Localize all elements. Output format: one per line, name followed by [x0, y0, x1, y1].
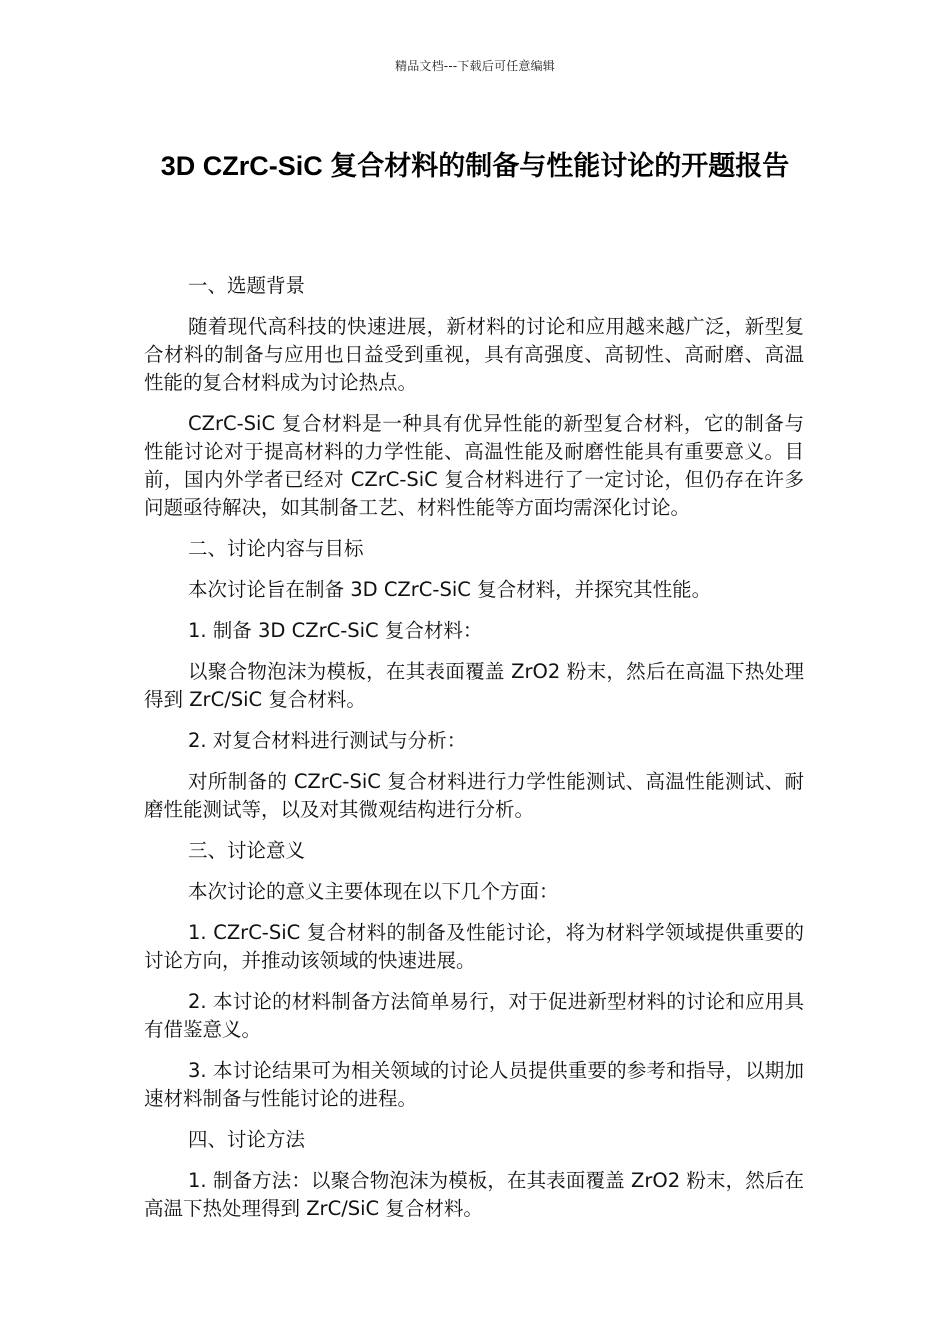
- list-item: 2. 本讨论的材料制备方法简单易行，对于促进新型材料的讨论和应用具有借鉴意义。: [144, 990, 804, 1041]
- list-item: 3. 本讨论结果可为相关领域的讨论人员提供重要的参考和指导，以期加速材料制备与性能讨论的进程。: [144, 1059, 804, 1110]
- header-note: 精品文档---下载后可任意编辑: [395, 59, 555, 73]
- paragraph: 本次讨论的意义主要体现在以下几个方面：: [188, 880, 559, 903]
- list-item: 1. 制备方法：以聚合物泡沫为模板，在其表面覆盖 ZrO2 粉末，然后在高温下热处理得到 ZrC/SiC 复合材料。: [144, 1169, 804, 1220]
- paragraph: 以聚合物泡沫为模板，在其表面覆盖 ZrO2 粉末，然后在高温下热处理得到 ZrC/SiC 复合材料。: [144, 660, 804, 711]
- list-item: 1. CZrC-SiC 复合材料的制备及性能讨论，将为材料学领域提供重要的讨论方向，并推动该领域的快速进展。: [144, 921, 804, 972]
- list-item: 2. 对复合材料进行测试与分析：: [188, 729, 467, 752]
- section-heading: 二、讨论内容与目标: [188, 537, 364, 560]
- section-heading: 三、讨论意义: [188, 839, 306, 862]
- document-title: 3D CZrC-SiC 复合材料的制备与性能讨论的开题报告: [160, 151, 790, 181]
- paragraph: 本次讨论旨在制备 3D CZrC-SiC 复合材料，并探究其性能。: [188, 578, 712, 601]
- list-item: 1. 制备 3D CZrC-SiC 复合材料：: [188, 619, 483, 642]
- section-heading: 一、选题背景: [188, 274, 306, 297]
- paragraph: CZrC-SiC 复合材料是一种具有优异性能的新型复合材料，它的制备与性能讨论对于提高材料的力学性能、高温性能及耐磨性能具有重要意义。目前，国内外学者已经对 CZrC-SiC 复合材料进行了一定讨论，但仍存在许多问题亟待解决，如其制备工艺、材料性能等方面均需深化讨论。: [144, 412, 804, 519]
- section-heading: 四、讨论方法: [188, 1128, 306, 1151]
- document-body: [144, 272, 804, 1236]
- paragraph: 随着现代高科技的快速进展，新材料的讨论和应用越来越广泛，新型复合材料的制备与应用也日益受到重视，具有高强度、高韧性、高耐磨、高温性能的复合材料成为讨论热点。: [144, 315, 804, 394]
- paragraph: 对所制备的 CZrC-SiC 复合材料进行力学性能测试、高温性能测试、耐磨性能测试等，以及对其微观结构进行分析。: [144, 770, 804, 821]
